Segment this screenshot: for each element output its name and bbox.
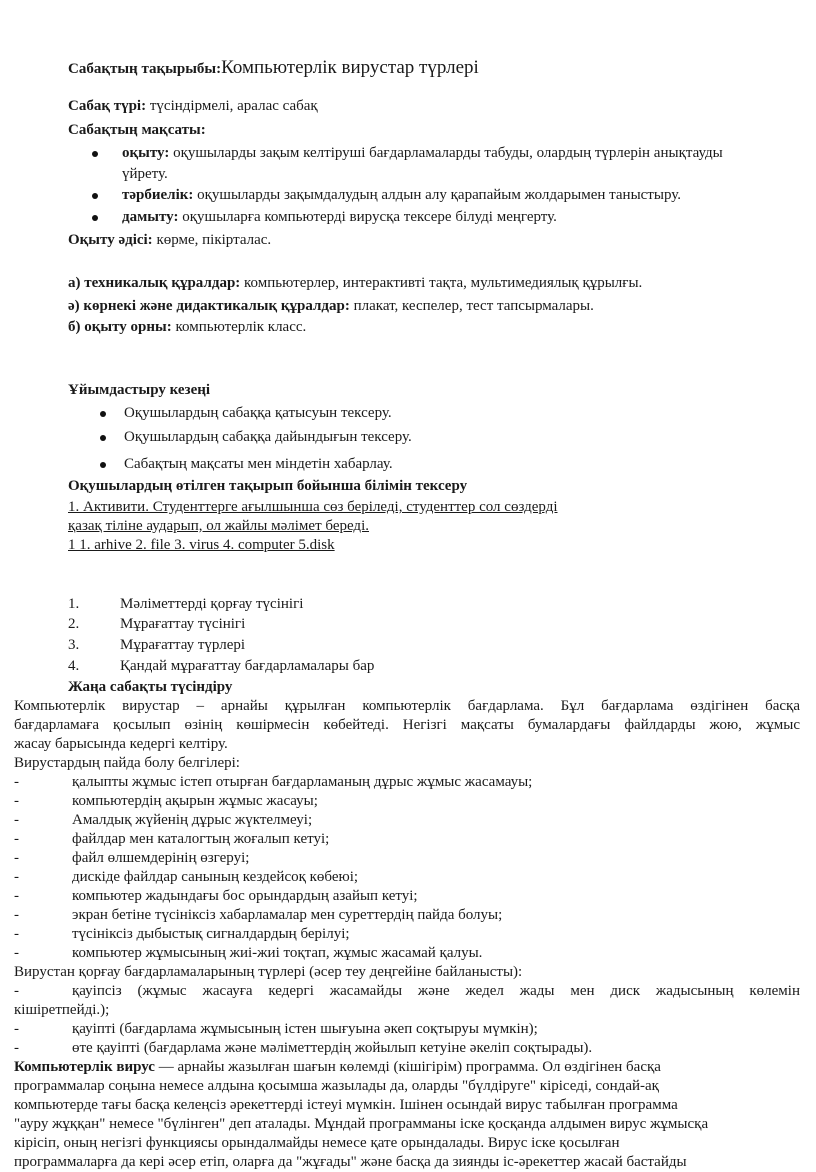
intro-line: бағдарламаға қосылып өзінің көшірмесін көбейтеді. Негізгі мақсаты бумалардағы файлдарды жою, жұмыс: [14, 717, 800, 733]
lesson-title-value: Компьютерлік вирустар түрлері: [221, 57, 479, 78]
dash-marker: -: [14, 850, 19, 866]
teaching-method: [68, 231, 271, 250]
type-item: өте қауіпті (бағдарлама және мәліметтердің жойылып кетуіне әкеліп соқтырады).: [72, 1040, 593, 1056]
lesson-title-label: Сабақтың тақырыбы:: [68, 61, 222, 77]
method-value: көрме, пікірталас.: [152, 232, 272, 248]
final-bold-term: Компьютерлік вирус: [14, 1059, 155, 1075]
activity-line: 1. Активити. Студенттерге ағылшынша сөз беріледі, студенттер сол сөздерді: [68, 499, 558, 515]
type-item: қауіпсіз (жұмыс жасауға кедергі жасамайды және жедел жады мен диск жадысының көлемін: [72, 983, 800, 999]
question-number: 4.: [68, 658, 80, 674]
check-heading-text: Оқушылардың өтілген тақырып бойынша білімін тексеру: [68, 478, 468, 494]
sign-item: Амалдық жүйенің дұрыс жүктелмеуі;: [72, 812, 313, 828]
tools-label: б) оқыту орны:: [68, 319, 172, 335]
goal-item: [122, 186, 681, 205]
final-line: кірісіп, оның негізгі функциясы орындалмайды немесе қате орындалады. Вирус іске қосылған: [14, 1135, 620, 1151]
bullet-icon: [100, 462, 106, 468]
question-number: 2.: [68, 616, 80, 632]
tools-value: компьютерлік класс.: [171, 319, 307, 335]
goals-heading: [68, 121, 206, 140]
dash-marker: -: [14, 1040, 19, 1056]
bullet-icon: [92, 151, 98, 157]
dash-marker: -: [14, 983, 19, 999]
question-number: 3.: [68, 637, 80, 653]
goal-text: оқушыларға компьютерді вирусқа тексере білуді меңгерту.: [178, 209, 557, 225]
final-line: программаларға да кері әсер етіп, оларға да "жұғады" және басқа да зиянды іс-әрекеттер жасай бастайды: [14, 1154, 687, 1170]
lesson-type: [68, 97, 318, 116]
goal-text: оқушыларды зақым келтіруші бағдарламаларды табуды, олардың түрлерін анықтауды: [169, 145, 723, 161]
tools-item: [68, 297, 594, 316]
goal-item-continuation: үйрету.: [122, 166, 168, 182]
goal-label: дамыту:: [122, 209, 179, 225]
dash-marker: -: [14, 1021, 19, 1037]
final-line: компьютерде тағы басқа келеңсіз әрекеттерді істеуі мүмкін. Ішінен осындай вирус табылған программа: [14, 1097, 678, 1113]
sign-item: түсініксіз дыбыстық сигналдардың берілуі;: [72, 926, 350, 942]
question-number: 1.: [68, 596, 80, 612]
tools-value: компьютерлер, интерактивті тақта, мультимедиялық құрылғы.: [240, 275, 643, 291]
types-heading: Вирустан қорғау бағдарламаларының түрлері (әсер теу деңгейіне байланысты):: [14, 964, 523, 980]
dash-marker: -: [14, 812, 19, 828]
sign-item: файлдар мен каталогтың жоғалып кетуі;: [72, 831, 330, 847]
bullet-icon: [92, 193, 98, 199]
lesson-type-label: Сабақ түрі:: [68, 98, 147, 114]
method-label: Оқыту әдісі:: [68, 232, 153, 248]
bullet-icon: [100, 411, 106, 417]
tools-value: плакат, кеспелер, тест тапсырмалары.: [349, 298, 594, 314]
tools-item: [68, 318, 306, 337]
goal-label: оқыту:: [122, 145, 170, 161]
goals-heading-text: Сабақтың мақсаты:: [68, 122, 206, 138]
type-item: қауіпті (бағдарлама жұмысының істен шығуына әкеп соқтыруы мүмкін);: [72, 1021, 538, 1037]
dash-marker: -: [14, 831, 19, 847]
dash-marker: -: [14, 888, 19, 904]
activity-words: 1 1. arhive 2. file 3. virus 4. computer 5.disk: [68, 537, 335, 553]
sign-item: файл өлшемдерінің өзгеруі;: [72, 850, 250, 866]
dash-marker: -: [14, 793, 19, 809]
final-line: "ауру жұққан" немесе "бүлінген" деп аталады. Мұндай программаны іске қосқанда алдымен вирус жұмысқа: [14, 1116, 709, 1132]
new-lesson-heading: [68, 678, 232, 697]
check-heading: [68, 477, 467, 496]
activity-line: қазақ тіліне аударып, ол жайлы мәлімет береді.: [68, 518, 369, 534]
org-item: Оқушылардың сабаққа дайындығын тексеру.: [124, 429, 412, 445]
dash-marker: -: [14, 926, 19, 942]
final-line-rest: — арнайы жазылған шағын көлемді (кішігірім) программа. Ол өздігінен басқа: [154, 1059, 661, 1075]
tools-label: ә) көрнекі және дидактикалық құралдар:: [68, 298, 350, 314]
bullet-icon: [92, 215, 98, 221]
dash-marker: -: [14, 774, 19, 790]
bullet-icon: [100, 435, 106, 441]
sign-item: компьютер жұмысының жиі-жиі тоқтап, жұмыс жасамай қалуы.: [72, 945, 483, 961]
sign-item: компьютер жадындағы бос орындардың азайып кетуі;: [72, 888, 418, 904]
goal-item: [122, 208, 557, 227]
question-text: Мұрағаттау түсінігі: [120, 616, 246, 632]
org-item: Сабақтың мақсаты мен міндетін хабарлау.: [124, 456, 393, 472]
sign-item: қалыпты жұмыс істеп отырған бағдарламаның дұрыс жұмыс жасамауы;: [72, 774, 533, 790]
goal-label: тәрбиелік:: [122, 187, 194, 203]
signs-heading: Вирустардың пайда болу белгілері:: [14, 755, 240, 771]
sign-item: дискіде файлдар санының кездейсоқ көбеюі;: [72, 869, 359, 885]
goal-text: оқушыларды зақымдалудың алдын алу қарапайым жолдарымен таныстыру.: [193, 187, 681, 203]
sign-item: экран бетіне түсініксіз хабарламалар мен суреттердің пайда болуы;: [72, 907, 503, 923]
new-lesson-heading-text: Жаңа сабақты түсіндіру: [68, 679, 233, 695]
dash-marker: -: [14, 869, 19, 885]
goal-item: [122, 144, 723, 163]
intro-line: Компьютерлік вирустар – арнайы құрылған компьютерлік бағдарлама. Бұл бағдарлама өздігінен басқа: [14, 698, 800, 714]
lesson-type-value: түсіндірмелі, аралас сабақ: [146, 98, 318, 114]
org-item: Оқушылардың сабаққа қатысуын тексеру.: [124, 405, 392, 421]
org-heading-text: Ұйымдастыру кезеңі: [68, 382, 211, 398]
org-heading: [68, 381, 210, 400]
dash-marker: -: [14, 907, 19, 923]
tools-item: [68, 274, 642, 293]
sign-item: компьютердің ақырын жұмыс жасауы;: [72, 793, 318, 809]
question-text: Мұрағаттау түрлері: [120, 637, 246, 653]
final-line: программалар соңына немесе алдына қосымша жазылады да, оларды "бүлдіруге" кіріседі, сондай-ақ: [14, 1078, 659, 1094]
question-text: Қандай мұрағаттау бағдарламалары бар: [120, 658, 375, 674]
dash-marker: -: [14, 945, 19, 961]
intro-line: жасау барысында кедергі келтіру.: [14, 736, 228, 752]
question-text: Мәліметтерді қорғау түсінігі: [120, 596, 304, 612]
lesson-title: [68, 58, 479, 79]
type-item-continuation: кішіретпейді.);: [14, 1002, 110, 1018]
final-line: [14, 1058, 661, 1077]
tools-label: а) техникалық құралдар:: [68, 275, 241, 291]
